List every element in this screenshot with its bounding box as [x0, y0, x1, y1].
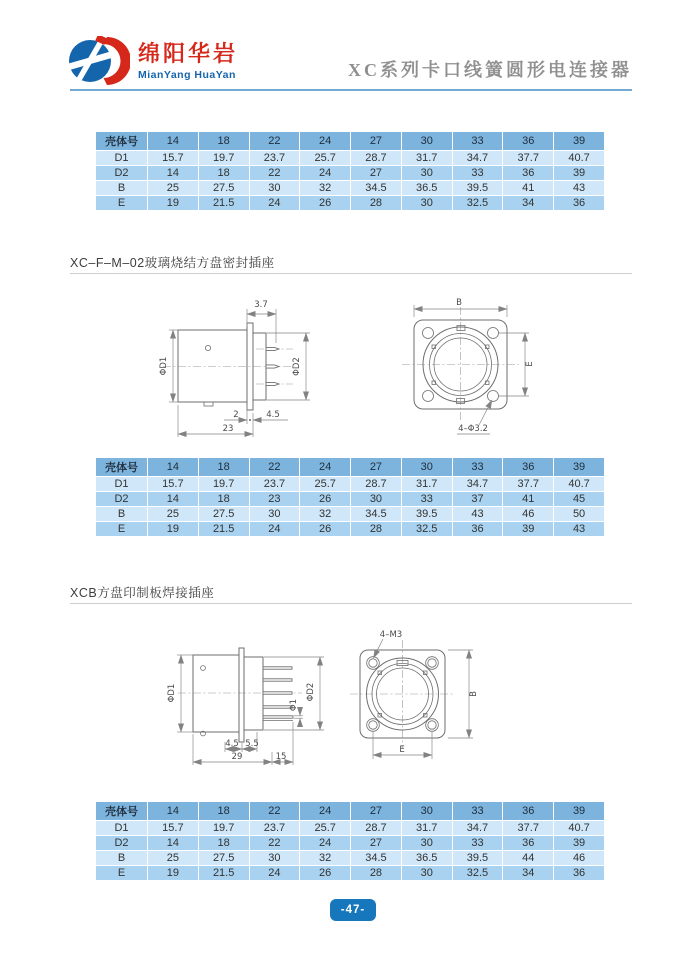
- value-cell: 30: [401, 836, 452, 851]
- column-header-cell: 22: [249, 132, 300, 151]
- value-cell: 24: [249, 866, 300, 881]
- value-cell: 37.7: [503, 477, 554, 492]
- value-cell: 28.7: [351, 151, 402, 166]
- value-cell: 19: [148, 522, 199, 537]
- value-cell: 27.5: [198, 181, 249, 196]
- dim-d1-label: ΦD1: [167, 683, 177, 703]
- value-cell: 41: [503, 181, 554, 196]
- value-cell: 43: [452, 507, 503, 522]
- value-cell: 31.7: [401, 151, 452, 166]
- value-cell: 14: [148, 836, 199, 851]
- value-cell: 19.7: [198, 151, 249, 166]
- row-label-cell: B: [96, 507, 148, 522]
- table-header-row: [96, 132, 605, 151]
- dim-4-5-label: 4.5: [266, 410, 280, 420]
- value-cell: 40.7: [554, 477, 605, 492]
- section-heading-pcb-socket: XCB方盘印制板焊接插座: [70, 586, 215, 600]
- dim-e-label: E: [525, 361, 535, 367]
- value-cell: 26: [300, 492, 351, 507]
- value-cell: 39: [554, 836, 605, 851]
- value-cell: 23.7: [249, 821, 300, 836]
- column-header-cell: 39: [554, 132, 605, 151]
- column-header-cell: 24: [300, 458, 351, 477]
- value-cell: 26: [300, 196, 351, 211]
- value-cell: 30: [401, 196, 452, 211]
- document-title: XC系列卡口线簧圆形电连接器: [348, 60, 632, 80]
- company-logo-mark: [66, 36, 130, 86]
- value-cell: 25.7: [300, 477, 351, 492]
- value-cell: 32.5: [401, 522, 452, 537]
- value-cell: 25.7: [300, 151, 351, 166]
- value-cell: 28: [351, 522, 402, 537]
- value-cell: 28.7: [351, 477, 402, 492]
- value-cell: 24: [300, 836, 351, 851]
- value-cell: 24: [249, 196, 300, 211]
- value-cell: 41: [503, 492, 554, 507]
- value-cell: 34.5: [351, 181, 402, 196]
- column-header-cell: 22: [249, 458, 300, 477]
- value-cell: 30: [351, 492, 402, 507]
- value-cell: 33: [452, 166, 503, 181]
- value-cell: 22: [249, 836, 300, 851]
- value-cell: 19.7: [198, 477, 249, 492]
- column-header-cell: 14: [148, 458, 199, 477]
- value-cell: 30: [401, 166, 452, 181]
- value-cell: 39.5: [401, 507, 452, 522]
- table-row: [96, 836, 605, 851]
- value-cell: 33: [401, 492, 452, 507]
- table-row: [96, 477, 605, 492]
- value-cell: 34: [503, 866, 554, 881]
- value-cell: 34.5: [351, 851, 402, 866]
- company-logo: [66, 36, 238, 86]
- column-header-cell: 14: [148, 802, 199, 821]
- value-cell: 31.7: [401, 477, 452, 492]
- row-label-cell: D1: [96, 821, 148, 836]
- dim-pin-diameter-label: Φ1: [289, 698, 299, 712]
- value-cell: 46: [554, 851, 605, 866]
- column-header-cell: 36: [503, 802, 554, 821]
- table-row: [96, 866, 605, 881]
- value-cell: 36.5: [401, 851, 452, 866]
- value-cell: 25.7: [300, 821, 351, 836]
- value-cell: 23.7: [249, 151, 300, 166]
- value-cell: 18: [198, 836, 249, 851]
- dimension-table-3: [95, 801, 605, 881]
- column-header-cell: 27: [351, 132, 402, 151]
- value-cell: 32.5: [452, 196, 503, 211]
- value-cell: 28: [351, 196, 402, 211]
- value-cell: 27.5: [198, 507, 249, 522]
- dimension-table-1: [95, 131, 605, 211]
- company-name-cn: 绵阳华岩: [138, 41, 239, 66]
- mounting-holes-label: 4–Φ3.2: [458, 424, 488, 434]
- column-header-cell: 39: [554, 802, 605, 821]
- value-cell: 34.7: [452, 821, 503, 836]
- value-cell: 36: [503, 836, 554, 851]
- value-cell: 36: [554, 866, 605, 881]
- row-label-cell: E: [96, 866, 148, 881]
- value-cell: 30: [249, 507, 300, 522]
- column-header-cell: 39: [554, 458, 605, 477]
- value-cell: 37.7: [503, 821, 554, 836]
- table-header-row: [96, 802, 605, 821]
- value-cell: 45: [554, 492, 605, 507]
- value-cell: 15.7: [148, 151, 199, 166]
- table-row: [96, 507, 605, 522]
- value-cell: 34.5: [351, 507, 402, 522]
- value-cell: 24: [249, 522, 300, 537]
- column-header-cell: 27: [351, 458, 402, 477]
- value-cell: 27.5: [198, 851, 249, 866]
- dim-5-5-label: 5.5: [245, 739, 259, 749]
- value-cell: 30: [249, 181, 300, 196]
- value-cell: 44: [503, 851, 554, 866]
- pcb-socket-front-view-drawing: [342, 615, 522, 775]
- table-row: [96, 492, 605, 507]
- value-cell: 37: [452, 492, 503, 507]
- company-name-en: MianYang HuaYan: [138, 69, 236, 81]
- dimension-table-2: [95, 457, 605, 537]
- value-cell: 26: [300, 522, 351, 537]
- row-label-cell: 壳体号: [96, 458, 148, 477]
- value-cell: 34.7: [452, 151, 503, 166]
- dim-2-label: 2: [233, 410, 239, 420]
- column-header-cell: 36: [503, 132, 554, 151]
- column-header-cell: 33: [452, 802, 503, 821]
- column-header-cell: 14: [148, 132, 199, 151]
- value-cell: 26: [300, 866, 351, 881]
- column-header-cell: 22: [249, 802, 300, 821]
- table-header-row: [96, 458, 605, 477]
- value-cell: 36: [503, 166, 554, 181]
- value-cell: 18: [198, 492, 249, 507]
- seal-socket-side-view-drawing: [150, 287, 350, 447]
- company-name: [138, 41, 238, 81]
- dim-b-label: B: [456, 298, 462, 308]
- column-header-cell: 24: [300, 132, 351, 151]
- value-cell: 32: [300, 181, 351, 196]
- value-cell: 28.7: [351, 821, 402, 836]
- value-cell: 30: [249, 851, 300, 866]
- value-cell: 25: [148, 181, 199, 196]
- table-row: [96, 821, 605, 836]
- dim-b-label: B: [469, 691, 479, 697]
- column-header-cell: 30: [401, 458, 452, 477]
- column-header-cell: 18: [198, 458, 249, 477]
- row-label-cell: D2: [96, 166, 148, 181]
- value-cell: 32: [300, 851, 351, 866]
- header-divider: [70, 89, 632, 91]
- value-cell: 27: [351, 836, 402, 851]
- value-cell: 36.5: [401, 181, 452, 196]
- value-cell: 40.7: [554, 821, 605, 836]
- value-cell: 39: [503, 522, 554, 537]
- value-cell: 31.7: [401, 821, 452, 836]
- value-cell: 43: [554, 522, 605, 537]
- value-cell: 43: [554, 181, 605, 196]
- dim-d1-label: ΦD1: [159, 356, 169, 376]
- dim-4-5-label: 4.5: [225, 739, 239, 749]
- section-heading-seal-socket: XC–F–M–02玻璃烧结方盘密封插座: [70, 256, 275, 270]
- value-cell: 36: [452, 522, 503, 537]
- value-cell: 30: [401, 866, 452, 881]
- dim-e-label: E: [399, 745, 405, 755]
- value-cell: 25: [148, 507, 199, 522]
- value-cell: 50: [554, 507, 605, 522]
- value-cell: 14: [148, 492, 199, 507]
- row-label-cell: D1: [96, 477, 148, 492]
- value-cell: 32: [300, 507, 351, 522]
- value-cell: 19: [148, 196, 199, 211]
- value-cell: 22: [249, 166, 300, 181]
- table-row: [96, 522, 605, 537]
- value-cell: 39: [554, 166, 605, 181]
- column-header-cell: 33: [452, 458, 503, 477]
- dim-d2-label: ΦD2: [306, 682, 316, 702]
- value-cell: 39.5: [452, 851, 503, 866]
- value-cell: 14: [148, 166, 199, 181]
- row-label-cell: E: [96, 196, 148, 211]
- seal-socket-front-view-drawing: [372, 287, 552, 447]
- table-row: [96, 151, 605, 166]
- section-divider-1: [70, 273, 632, 274]
- value-cell: 39.5: [452, 181, 503, 196]
- column-header-cell: 30: [401, 802, 452, 821]
- value-cell: 34.7: [452, 477, 503, 492]
- dim-3-7-label: 3.7: [254, 300, 268, 310]
- column-header-cell: 30: [401, 132, 452, 151]
- table-row: [96, 196, 605, 211]
- value-cell: 24: [300, 166, 351, 181]
- value-cell: 33: [452, 836, 503, 851]
- value-cell: 46: [503, 507, 554, 522]
- value-cell: 28: [351, 866, 402, 881]
- row-label-cell: E: [96, 522, 148, 537]
- dim-29-label: 29: [231, 752, 243, 762]
- column-header-cell: 33: [452, 132, 503, 151]
- row-label-cell: D2: [96, 492, 148, 507]
- page-number-badge: -47-: [330, 899, 376, 921]
- column-header-cell: 36: [503, 458, 554, 477]
- section-divider-2: [70, 603, 632, 604]
- dim-d2-label: ΦD2: [292, 357, 302, 376]
- row-label-cell: D1: [96, 151, 148, 166]
- value-cell: 32.5: [452, 866, 503, 881]
- value-cell: 19.7: [198, 821, 249, 836]
- value-cell: 21.5: [198, 196, 249, 211]
- column-header-cell: 24: [300, 802, 351, 821]
- value-cell: 34: [503, 196, 554, 211]
- dim-23-label: 23: [222, 424, 234, 434]
- value-cell: 27: [351, 166, 402, 181]
- value-cell: 18: [198, 166, 249, 181]
- value-cell: 23.7: [249, 477, 300, 492]
- table-row: [96, 166, 605, 181]
- dim-15-label: 15: [275, 752, 287, 762]
- pcb-socket-side-view-drawing: [150, 615, 350, 780]
- table-row: [96, 851, 605, 866]
- value-cell: 21.5: [198, 522, 249, 537]
- value-cell: 21.5: [198, 866, 249, 881]
- row-label-cell: 壳体号: [96, 132, 148, 151]
- value-cell: 37.7: [503, 151, 554, 166]
- row-label-cell: D2: [96, 836, 148, 851]
- value-cell: 15.7: [148, 821, 199, 836]
- mounting-holes-label: 4–M3: [379, 630, 403, 640]
- value-cell: 36: [554, 196, 605, 211]
- column-header-cell: 27: [351, 802, 402, 821]
- row-label-cell: 壳体号: [96, 802, 148, 821]
- row-label-cell: B: [96, 851, 148, 866]
- value-cell: 23: [249, 492, 300, 507]
- column-header-cell: 18: [198, 132, 249, 151]
- value-cell: 25: [148, 851, 199, 866]
- table-row: [96, 181, 605, 196]
- column-header-cell: 18: [198, 802, 249, 821]
- value-cell: 40.7: [554, 151, 605, 166]
- row-label-cell: B: [96, 181, 148, 196]
- value-cell: 15.7: [148, 477, 199, 492]
- value-cell: 19: [148, 866, 199, 881]
